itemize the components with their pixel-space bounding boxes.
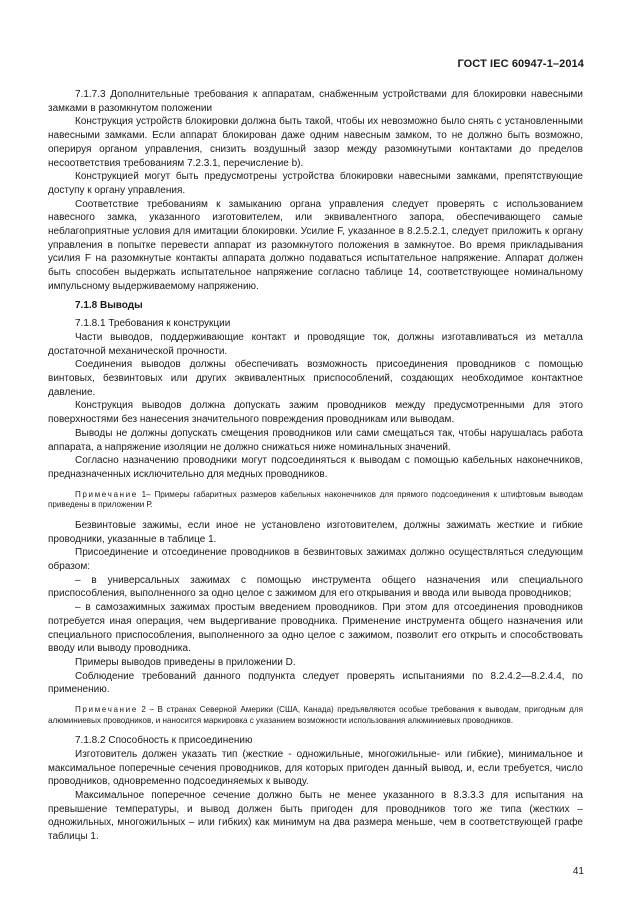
subsection-title: 7.1.8.1 Требования к конструкции (75, 318, 231, 330)
paragraph: Конструкция устройств блокировки должна быть такой, чтобы их невозможно было снять с установленными навесными замками. Если аппарат блокирован даже одним навесным замком, то не должно быть возможно, оперируя органом управления, снизить воздушный зазор между разомкнутыми контактами до пределов несоответствия требованиям 7.2.3.1, перечисление b). (48, 116, 583, 169)
paragraph: Конструкцией могут быть предусмотрены устройства блокировки навесными замками, препятствующие доступу к органу управления. (48, 171, 583, 196)
note (48, 705, 583, 726)
list-item: – в универсальных зажимах с помощью инструмента общего назначения или специального приспособления, выполненного за одно целое с зажимом для его открывания и ввода или вывода проводников; (48, 574, 583, 600)
page-number: 41 (572, 866, 584, 877)
paragraph: Безвинтовые зажимы, если иное не установлено изготовителем, должны зажимать жесткие и гибкие проводники, указанные в таблице 1. (48, 519, 583, 545)
paragraph: Соответствие требованиям к замыканию органа управления следует проверять с использованием навесного замка, указанного изготовителем, или эквивалентного запора, обеспечивающего самые неблагоприятные условия для имитации блокировки. Усилие F, указанное в 8.2.5.2.1, следует приложить к органу управления в попытке перевести аппарат из разомкнутого положения в замкнутое. Во время прикладывания усилия F на разомкнутые контакты аппарата должно подаваться испытательное напряжение. Аппарат должен быть способен выдержать испытательное напряжение согласно таблице 14, соответствующее номинальному импульсному выдерживаемому напряжению. (48, 198, 583, 292)
list-item: – в самозажимных зажимах простым введением проводников. При этом для отсоединения проводников потребуется иная операция, чем выдергивание проводника. Применение инструмента общего назначения или специального приспособления, выполненного за одно целое с зажимом, позволит его открыть и способствовать вводу или выводу проводника. (48, 602, 583, 655)
section-heading: 7.1.8 Выводы (75, 299, 143, 311)
paragraph: Максимальное поперечное сечение должно быть не менее указанного в 8.3.3.3 для испытания на превышение температуры, и вывод должен быть пригоден для проводников того же типа (жестких – одножильных, многожильных – или гибких) как минимум на два размера меньше, чем в соответствующей графе таблицы 1. (48, 790, 583, 843)
standard-header: ГОСТ IEC 60947-1–2014 (457, 58, 584, 70)
paragraph: Примеры выводов приведены в приложении D. (75, 656, 296, 668)
document-body (48, 88, 583, 844)
paragraph: Изготовитель должен указать тип (жесткие - одножильные, многожильные- или гибкие), минимальное и максимальное поперечные сечения проводников, для которых пригоден данный вывод, и, если требуется, число проводников, одновременно подсоединяемых к выводу. (48, 748, 583, 788)
paragraph: Конструкция выводов должна допускать зажим проводников между предусмотренными для этого поверхностями без нанесения значительного повреждения проводникам или выводам. (48, 400, 583, 426)
subsection-title: 7.1.7.3 Дополнительные требования к аппаратам, снабженным устройствами для блокировки навесными замками в разомкнутом положении (48, 89, 583, 114)
note-text: 1– Примеры габаритных размеров кабельных наконечников для прямого подсоединения к штифтовым выводам приведены в приложении Р. (48, 489, 583, 510)
subsection-title: 7.1.8.2 Способность к присоединению (75, 735, 253, 747)
note (48, 490, 583, 511)
paragraph: Соединения выводов должны обеспечивать возможность присоединения проводников с помощью винтовых, безвинтовых или других эквивалентных приспособлений, создающих необходимое контактное давление. (48, 359, 583, 398)
paragraph: Соблюдение требований данного подпункта следует проверять испытаниями по 8.2.4.2—8.2.4.4, по применению. (48, 670, 583, 696)
paragraph: Части выводов, поддерживающие контакт и проводящие ток, должны изготавливаться из металла достаточной механической прочности. (48, 331, 583, 357)
note-text: 2 – В странах Северной Америки (США, Канада) предъявляются особые требования к выводам, пригодным для алюминиевых проводников, и наносится маркировка с указанием возможности использования алюминиевых проводников. (48, 705, 583, 725)
paragraph: Выводы не должны допускать смещения проводников или сами смещаться так, чтобы нарушалась работа аппарата, а напряжение изоляции не должно снижаться ниже номинальных значений. (48, 427, 583, 453)
paragraph: Присоединение и отсоединение проводников в безвинтовых зажимах должно осуществляться следующим образом: (48, 547, 583, 572)
note-label: Примечание (75, 489, 138, 499)
note-label: Примечание (75, 705, 138, 715)
paragraph: Согласно назначению проводники могут подсоединяться к выводам с помощью кабельных наконечников, предназначенных исключительно для медных проводников. (48, 455, 583, 480)
